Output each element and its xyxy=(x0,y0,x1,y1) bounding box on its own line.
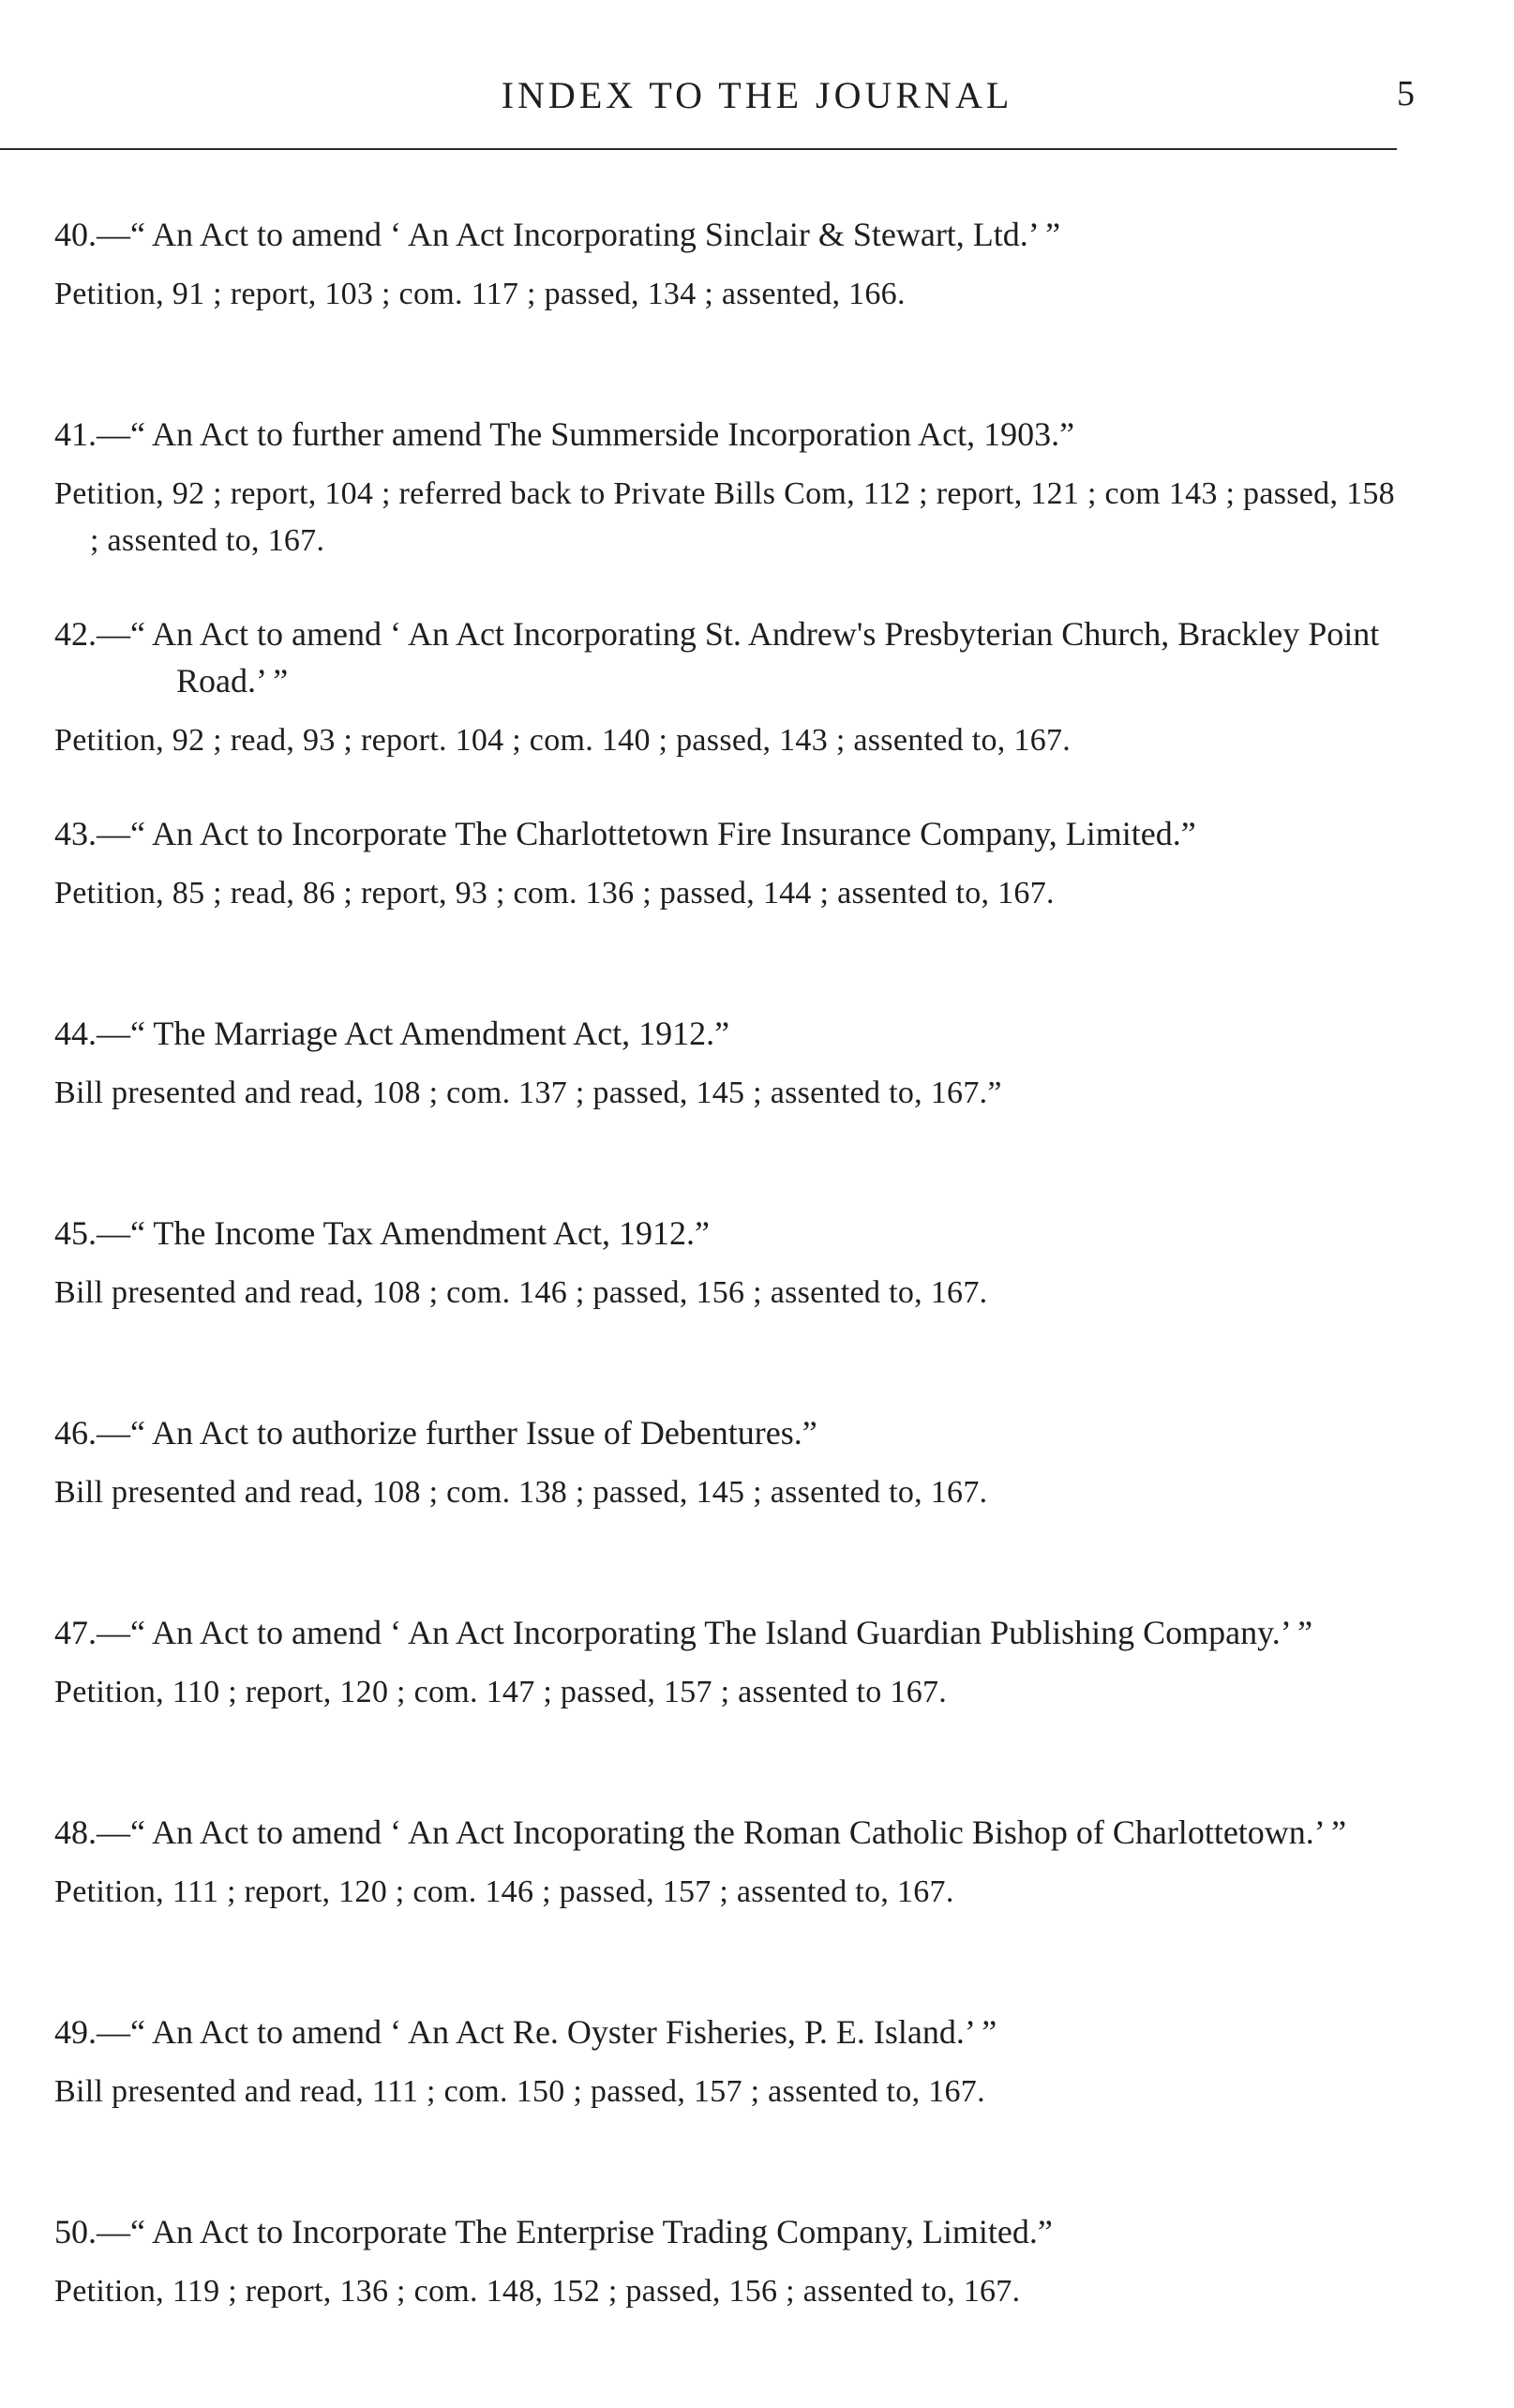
index-entry-49 xyxy=(54,2009,1404,2208)
index-entry-44 xyxy=(54,1010,1404,1210)
index-entry-45 xyxy=(54,1210,1404,1409)
entry-title: 49.—“ An Act to amend ‘ An Act Re. Oyster Fisheries, P. E. Island.’ ” xyxy=(54,2013,997,2051)
index-entry-47 xyxy=(54,1609,1404,1809)
index-entry-48 xyxy=(54,1809,1404,2009)
running-title: INDEX TO THE JOURNAL xyxy=(501,74,1013,116)
entry-record: Petition, 85 ; read, 86 ; report, 93 ; com. 136 ; passed, 144 ; assented to, 167. xyxy=(54,876,1055,911)
entry-title: 48.—“ An Act to amend ‘ An Act Incoporating the Roman Catholic Bishop of Charlottetown.’ ” xyxy=(54,1814,1347,1851)
index-entry-40 xyxy=(54,211,1404,411)
page-number: 5 xyxy=(1397,74,1415,113)
index-entry-41 xyxy=(54,411,1404,610)
entry-title: 46.—“ An Act to authorize further Issue of Debentures.” xyxy=(54,1414,817,1452)
entry-record: Bill presented and read, 111 ; com. 150 ; passed, 157 ; assented to, 167. xyxy=(54,2074,985,2109)
header-rule xyxy=(0,148,1397,150)
entry-title: 43.—“ An Act to Incorporate The Charlottetown Fire Insurance Company, Limited.” xyxy=(54,815,1196,852)
index-entry-43 xyxy=(54,810,1404,1010)
entry-record: Petition, 92 ; report, 104 ; referred back to Private Bills Com, 112 ; report, 121 ; com 143 ; passed, 158 ; assented to, 167. xyxy=(54,476,1395,558)
entry-title: 50.—“ An Act to Incorporate The Enterprise Trading Company, Limited.” xyxy=(54,2213,1053,2250)
entry-title: 42.—“ An Act to amend ‘ An Act Incorporating St. Andrew's Presbyterian Church, Brackley Point Road.’ ” xyxy=(54,615,1380,700)
index-entries xyxy=(54,211,1404,2408)
entry-title: 45.—“ The Income Tax Amendment Act, 1912.” xyxy=(54,1214,710,1252)
entry-record: Bill presented and read, 108 ; com. 137 ; passed, 145 ; assented to, 167.” xyxy=(54,1076,1002,1110)
entry-record: Petition, 91 ; report, 103 ; com. 117 ; passed, 134 ; assented, 166. xyxy=(54,277,906,311)
entry-title: 41.—“ An Act to further amend The Summerside Incorporation Act, 1903.” xyxy=(54,415,1075,453)
index-entry-42 xyxy=(54,610,1404,810)
entry-record: Bill presented and read, 108 ; com. 146 ; passed, 156 ; assented to, 167. xyxy=(54,1275,988,1310)
entry-title: 47.—“ An Act to amend ‘ An Act Incorporating The Island Guardian Publishing Company.’ ” xyxy=(54,1614,1313,1651)
entry-title: 44.—“ The Marriage Act Amendment Act, 1912.” xyxy=(54,1015,730,1052)
entry-title: 40.—“ An Act to amend ‘ An Act Incorporating Sinclair & Stewart, Ltd.’ ” xyxy=(54,216,1061,253)
entry-record: Petition, 119 ; report, 136 ; com. 148, 152 ; passed, 156 ; assented to, 167. xyxy=(54,2274,1021,2309)
index-entry-46 xyxy=(54,1409,1404,1609)
entry-record: Petition, 111 ; report, 120 ; com. 146 ; passed, 157 ; assented to, 167. xyxy=(54,1874,954,1909)
entry-record: Bill presented and read, 108 ; com. 138 ; passed, 145 ; assented to, 167. xyxy=(54,1475,988,1510)
entry-record: Petition, 92 ; read, 93 ; report. 104 ; com. 140 ; passed, 143 ; assented to, 167. xyxy=(54,723,1072,758)
entry-record: Petition, 110 ; report, 120 ; com. 147 ; passed, 157 ; assented to 167. xyxy=(54,1675,948,1709)
page-header xyxy=(0,73,1514,129)
index-entry-50 xyxy=(54,2208,1404,2408)
